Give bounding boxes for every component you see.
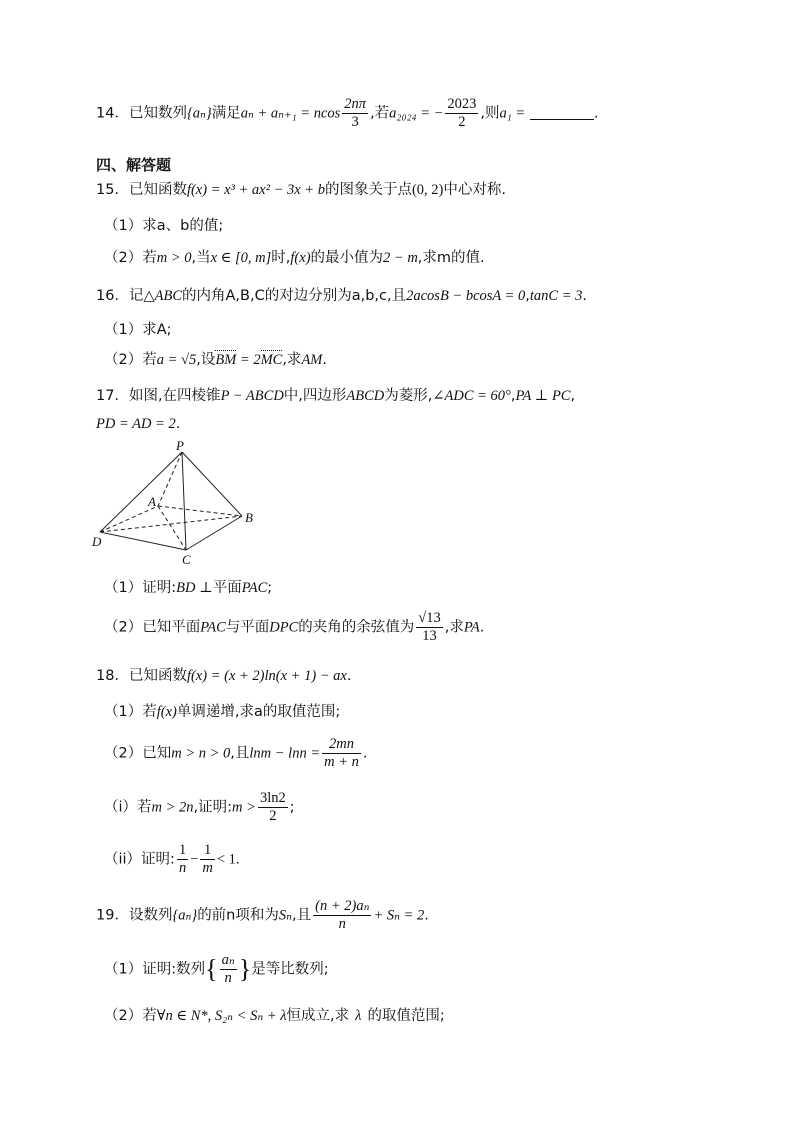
- q17-part2: （2）已知平面PAC与平面DPC的夹角的余弦值为 $\frac{√13}{13}$ ,求PA.: [104, 610, 485, 644]
- edge-da: [100, 506, 158, 532]
- q15-stem: 15．已知函数f(x) = x³ + ax² − 3x + b的图象关于点(0, 2)中心对称.: [96, 182, 506, 198]
- edge-ab: [158, 506, 242, 516]
- q18-stem: 18．已知函数f(x) = (x + 2)ln(x + 1) − ax.: [96, 668, 352, 684]
- q19-part2: （2）若∀n ∈ N*, S₂ₙ < Sₙ + λ恒成立,求 λ 的取值范围;: [104, 1008, 445, 1024]
- fraction: $\frac{\text{(n + 2)aₙ}}{n}$: [315, 898, 370, 932]
- fraction: $\frac{√13}{13}$: [418, 610, 441, 644]
- edge-pd: [100, 452, 182, 532]
- brace-left-icon: {: [205, 954, 218, 984]
- fraction: $\frac{2mn}{m + n}$: [324, 736, 359, 770]
- edge-cb: [186, 516, 242, 550]
- q15-part1: （1）求a、b的值;: [104, 218, 224, 234]
- edge-pb: [182, 452, 242, 516]
- label-b: B: [245, 510, 253, 525]
- brace-right-icon: }: [238, 954, 252, 984]
- fraction: $\frac{1}{n}$: [178, 842, 187, 876]
- label-d: D: [92, 534, 102, 549]
- section-heading: 四、解答题: [96, 156, 172, 174]
- fraction: $\frac{\text{aₙ}}{n}$: [221, 952, 235, 986]
- vector-bm: BM: [215, 352, 237, 368]
- q19-stem: 19．设数列{aₙ}的前n项和为Sₙ,且 $\frac{\text{(n + 2)aₙ}}{n}$ + Sₙ = 2.: [96, 898, 429, 932]
- q16-part2: （2）若a = √5,设BM = 2MC,求AM.: [104, 352, 327, 368]
- label-c: C: [182, 552, 191, 567]
- edge-pa: [158, 452, 182, 506]
- vector-mc: MC: [260, 352, 283, 368]
- q17-stem: 17．如图,在四棱锥P − ABCD中,四边形ABCD为菱形,∠ADC = 60°,PA ⊥ PC,: [96, 388, 576, 404]
- fraction: $\frac{2n\pi}{3}$: [344, 96, 367, 130]
- q15-part2: （2）若m > 0,当x ∈ [0, m]时,f(x)的最小值为2 − m,求m的值.: [104, 250, 485, 266]
- diag-db: [100, 516, 242, 532]
- q18-part2: （2）已知m > n > 0,且lnm − lnn = $\frac{2mn}{m + n}$ .: [104, 736, 368, 770]
- answer-blank[interactable]: [530, 105, 594, 120]
- q18-part2-ii: （ii）证明: $\frac{1}{n}$ − $\frac{1}{m}$ < 1.: [104, 842, 240, 876]
- label-p: P: [176, 440, 184, 453]
- fraction: $\frac{2023}{2}$: [447, 96, 477, 130]
- q16-part1: （1）求A;: [104, 322, 172, 338]
- q17-part1: （1）证明:BD ⊥平面PAC;: [104, 580, 273, 596]
- q14-line: 14．已知数列{aₙ}满足aₙ + aₙ₊₁ = ncos $\frac{2n\pi}{3}$ ,若a₂₀₂₄ = − $\frac{2023}{2}$ ,则a₁ = .: [96, 96, 599, 130]
- fraction: $\frac{1}{m}$: [202, 842, 213, 876]
- q19-part1: （1）证明:数列{ $\frac{\text{aₙ}}{n}$ }是等比数列;: [104, 952, 329, 986]
- edge-pc: [182, 452, 186, 550]
- label-a: A: [148, 494, 156, 509]
- q16-stem: 16．记△ABC的内角A,B,C的对边分别为a,b,c,且2acosB − bcosA = 0,tanC = 3.: [96, 288, 588, 304]
- diag-ac: [158, 506, 186, 550]
- q18-part2-i: （i）若m > 2n,证明:m > $\frac{3\ln 2}{2}$ ;: [104, 790, 295, 824]
- pyramid-figure: [90, 440, 270, 570]
- fraction: $\frac{3\ln 2}{2}$: [259, 790, 286, 824]
- q17-stem-2: PD = AD = 2.: [96, 416, 181, 432]
- q18-part1: （1）若f(x)单调递增,求a的取值范围;: [104, 704, 341, 720]
- edge-dc: [100, 532, 186, 550]
